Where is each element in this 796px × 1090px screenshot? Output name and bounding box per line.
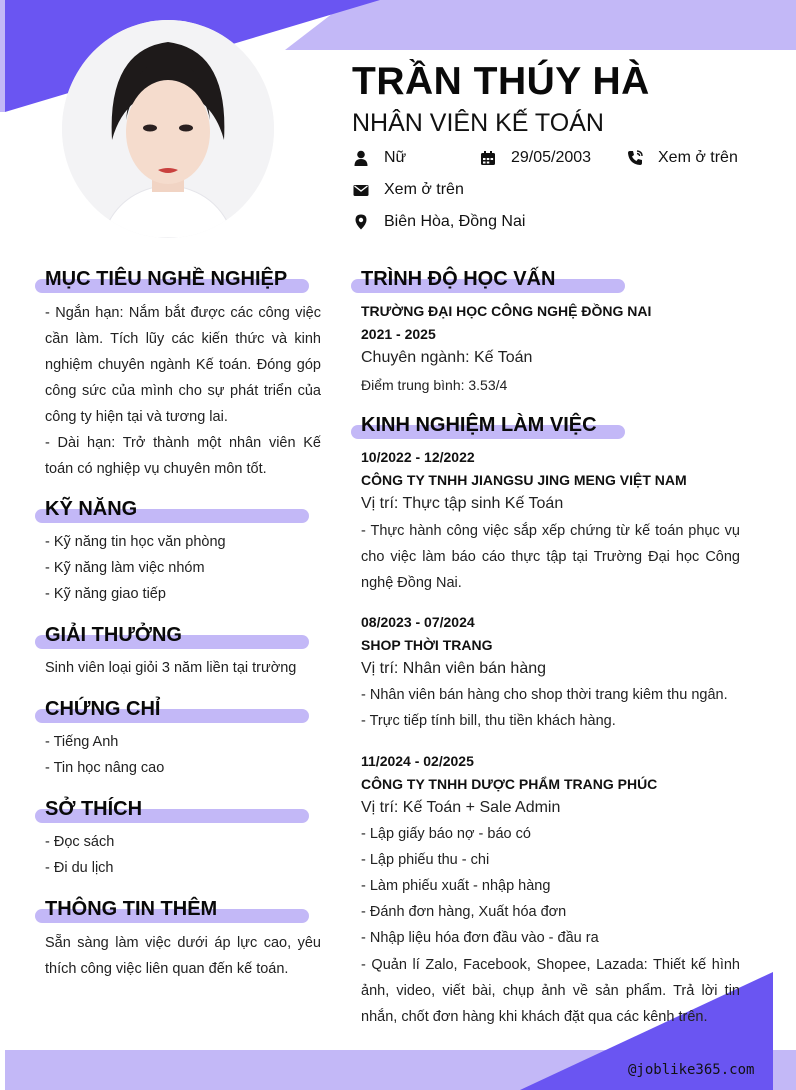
education-title: TRÌNH ĐỘ HỌC VẤN: [361, 268, 556, 290]
major: Chuyên ngành: Kế Toán: [361, 349, 533, 366]
objective-long: - Dài hạn: Trở thành một nhân viên Kế toán có nghiệp vụ chuyên môn tốt.: [45, 435, 321, 477]
job-duty: - Làm phiếu xuất - nhập hàng: [361, 878, 551, 894]
experience-title: KINH NGHIỆM LÀM VIỆC: [361, 414, 597, 436]
cert-item: - Tiếng Anh: [45, 734, 119, 750]
address-value: Biên Hòa, Đồng Nai: [384, 213, 526, 230]
job-period: 10/2022 - 12/2022: [361, 449, 475, 465]
job-position: Vị trí: Nhân viên bán hàng: [361, 660, 547, 677]
objective-title: MỤC TIÊU NGHỀ NGHIỆP: [45, 268, 288, 290]
portrait-photo: [62, 20, 274, 238]
extra-title: THÔNG TIN THÊM: [45, 898, 218, 920]
job-company: CÔNG TY TNHH JIANGSU JING MENG VIỆT NAM: [361, 472, 687, 488]
skills-title: KỸ NĂNG: [45, 498, 138, 520]
user-icon: [353, 150, 369, 166]
avatar: [62, 20, 274, 238]
dob-value: 29/05/2003: [511, 149, 592, 166]
phone-value: Xem ở trên: [658, 149, 738, 166]
gpa: Điểm trung bình: 3.53/4: [361, 377, 508, 393]
job-duty: - Lập giấy báo nợ - báo có: [361, 826, 531, 842]
calendar-icon: [480, 150, 496, 166]
skill-item: - Kỹ năng giao tiếp: [45, 586, 166, 602]
job-description: - Thực hành công việc sắp xếp chứng từ kế toán phục vụ cho việc làm báo cáo thực tập tại Trường Đại học Công nghệ Đồng Nai.: [361, 523, 740, 591]
email-row: [353, 181, 464, 199]
hobby-item: - Đi du lịch: [45, 860, 114, 876]
award-text: Sinh viên loại giỏi 3 năm liền tại trường: [45, 660, 297, 676]
job-period: 08/2023 - 07/2024: [361, 614, 475, 630]
extra-text: Sẵn sàng làm việc dưới áp lực cao, yêu thích công việc liên quan đến kế toán.: [45, 935, 321, 977]
hobbies-title: SỞ THÍCH: [45, 798, 143, 820]
objective-short: - Ngắn hạn: Nắm bắt được các công việc cần làm. Tích lũy các kiến thức và kinh nghiệm chuyên ngành Kế toán. Đóng góp công sức của mình cho sự phát triển của công ty hiện tại và tương lai.: [45, 305, 321, 425]
job-company: SHOP THỜI TRANG: [361, 637, 493, 653]
school-name: TRƯỜNG ĐẠI HỌC CÔNG NGHỆ ĐỒNG NAI: [361, 303, 652, 319]
job-position: Vị trí: Kế Toán + Sale Admin: [361, 799, 561, 816]
hobby-item: - Đọc sách: [45, 834, 115, 850]
address-row: [353, 213, 525, 231]
dob-row: [480, 149, 591, 167]
skill-item: - Kỹ năng tin học văn phòng: [45, 534, 226, 550]
job-title: NHÂN VIÊN KẾ TOÁN: [352, 109, 604, 137]
job-duty: - Nhập liệu hóa đơn đầu vào - đầu ra: [361, 930, 599, 946]
certs-title: CHỨNG CHỈ: [45, 698, 161, 720]
map-pin-icon: [353, 214, 369, 230]
gender-row: [353, 149, 406, 167]
cert-item: - Tin học nâng cao: [45, 760, 165, 776]
footer-website: @joblike365.com: [628, 1062, 755, 1078]
job-company: CÔNG TY TNHH DƯỢC PHẨM TRANG PHÚC: [361, 776, 658, 792]
skill-item: - Kỹ năng làm việc nhóm: [45, 560, 205, 576]
email-value: Xem ở trên: [384, 181, 464, 198]
phone-row: [627, 149, 738, 167]
full-name: TRẦN THÚY HÀ: [352, 60, 650, 103]
job-duty: - Trực tiếp tính bill, thu tiền khách hàng.: [361, 713, 616, 729]
phone-icon: [627, 150, 643, 166]
job-position: Vị trí: Thực tập sinh Kế Toán: [361, 495, 564, 512]
awards-title: GIẢI THƯỞNG: [45, 624, 182, 646]
gender-value: Nữ: [384, 149, 407, 166]
job-duty: - Đánh đơn hàng, Xuất hóa đơn: [361, 904, 567, 920]
job-duty: - Nhân viên bán hàng cho shop thời trang kiêm thu ngân.: [361, 687, 728, 703]
job-description: - Quản lí Zalo, Facebook, Shopee, Lazada: Thiết kế hình ảnh, video, viết bài, chụp ảnh về sản phẩm. Trả lời tin nhắn, chốt đơn hàng khi khách đặt qua các kênh trên.: [361, 957, 740, 1025]
school-years: 2021 - 2025: [361, 326, 436, 342]
envelope-icon: [353, 182, 369, 198]
job-duty: - Lập phiếu thu - chi: [361, 852, 490, 868]
job-period: 11/2024 - 02/2025: [361, 753, 474, 769]
